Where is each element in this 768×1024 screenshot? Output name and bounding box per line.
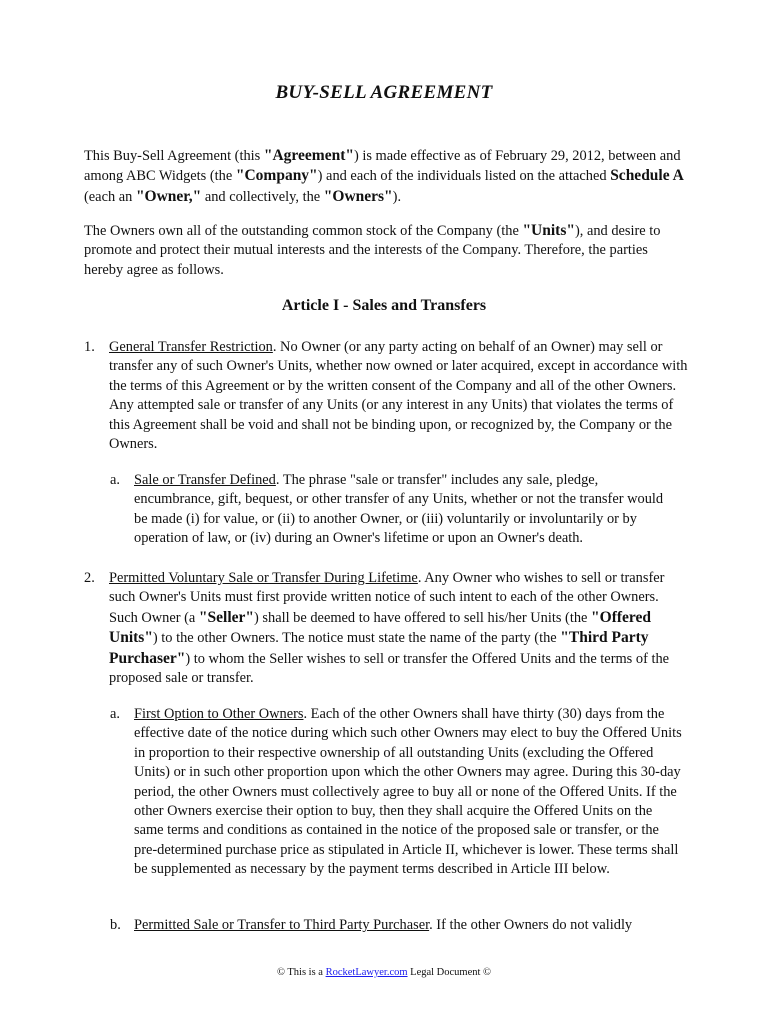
section-letter: a. <box>110 706 120 722</box>
section-heading: Permitted Voluntary Sale or Transfer During Lifetime <box>109 570 418 586</box>
term-seller: "Seller" <box>198 608 255 626</box>
section-number: 1. <box>84 339 95 355</box>
term-third-party-purchaser: "Third Party Purchaser" <box>109 629 649 667</box>
section-letter: b. <box>110 917 121 933</box>
rocketlawyer-link[interactable]: RocketLawyer.com <box>325 967 408 978</box>
section-heading: General Transfer Restriction <box>109 339 273 355</box>
term-owners: "Owners" <box>323 187 393 205</box>
section-letter: a. <box>110 472 120 488</box>
term-offered-units: "Offered Units" <box>109 608 651 647</box>
section-text: Permitted Sale or Transfer to Third Party Purchaser. If the other Owners do not validly <box>134 917 633 933</box>
section-number: 2. <box>84 570 95 586</box>
document-title: BUY-SELL AGREEMENT <box>275 82 493 103</box>
section-text: Sale or Transfer Defined. The phrase "sale or transfer" includes any sale, pledge, encumbrance, gift, bequest, or other transfer of any Units, whether or not the transfer would be made (i) for value, or (ii) to another Owner, or (iii) voluntarily or involuntarily or by operation of law, or (iv) during an Owner's lifetime or upon an Owner's death. <box>134 472 664 547</box>
section-text: General Transfer Restriction. No Owner (or any party acting on behalf of an Owner) may sell or transfer any of such Owner's Units, whether now owned or later acquired, except in accordance with the terms of this Agreement or by the written consent of the Company and all of the other Owners. Any attempted sale or transfer of any Units (or any interest in any Units) that violates the terms of this Agreement shall be void and shall not be binding upon, or recognized by, the Company or the Owners. <box>109 339 688 453</box>
section-heading: First Option to Other Owners <box>134 706 304 722</box>
term-owner: "Owner," <box>135 187 202 205</box>
intro-paragraph: This Buy-Sell Agreement (this "Agreement") is made effective as of February 29, 2012, between and among ABC Widgets (the "Company") and each of the individuals listed on the attached Schedule A (each an "Owner," and collectively, the "Owners"). <box>84 147 684 205</box>
term-agreement: "Agreement" <box>263 147 354 164</box>
section-text: First Option to Other Owners. Each of the other Owners shall have thirty (30) days from the effective date of the notice during which such other Owners may elect to buy the Offered Units in proportion to their respective ownership of all outstanding Units (excluding the Offered Units) or in such other proportion upon which the other Owners may agree. During this 30-day period, the other Owners must collectively agree to buy all or none of the Offered Units. If the other Owners exercise their option to buy, then they shall acquire the Offered Units on the same terms and conditions as contained in the notice of the proposed sale or transfer, or the pre-determined purchase price as stipulated in Article II, whichever is lower. These terms shall be supplemented as necessary by the payment terms described in Article III below. <box>134 706 682 878</box>
section-text: Permitted Voluntary Sale or Transfer During Lifetime. Any Owner who wishes to sell or transfer such Owner's Units must first provide written notice of such intent to each of the other Owners. Such Owner (a "Seller") shall be deemed to have offered to sell his/her Units (the "Offered Units") to the other Owners. The notice must state the name of the party (the "Third Party Purchaser") to whom the Seller wishes to sell or transfer the Offered Units and the terms of the proposed sale or transfer. <box>109 570 670 687</box>
term-schedule-a: Schedule A <box>610 167 684 185</box>
term-company: "Company" <box>235 167 318 185</box>
term-units: "Units" <box>522 222 575 239</box>
section-heading: Sale or Transfer Defined <box>134 472 276 488</box>
page-footer: © This is a RocketLawyer.com Legal Document © <box>276 967 492 978</box>
recitals-paragraph: The Owners own all of the outstanding common stock of the Company (the "Units"), and desire to promote and protect their mutual interests and the interests of the Company. Therefore, the parties hereby agree as follows. <box>84 222 661 278</box>
article-heading: Article I - Sales and Transfers <box>281 297 487 314</box>
section-heading: Permitted Sale or Transfer to Third Party Purchaser <box>134 917 430 933</box>
